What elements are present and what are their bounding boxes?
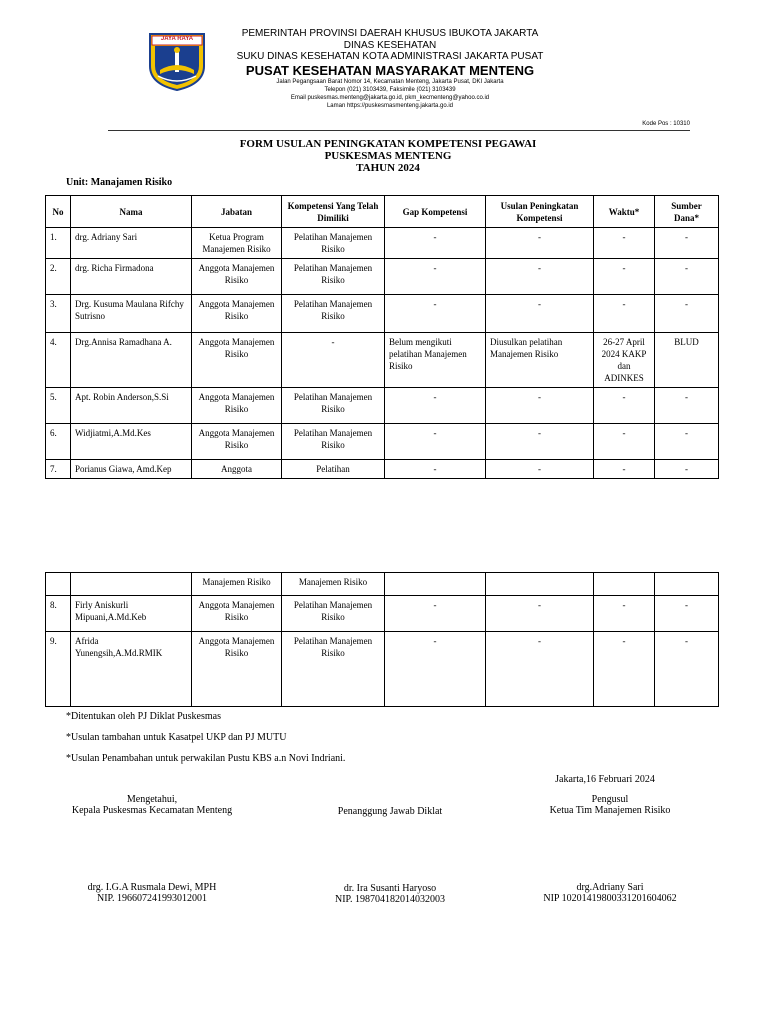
cell-waktu: - [594, 228, 655, 259]
table-row [46, 573, 719, 596]
cell-usulan: - [486, 460, 594, 479]
cell-nama [71, 573, 192, 596]
table-row [46, 460, 719, 479]
letterhead-website: Laman https://puskesmasmenteng.jakarta.go.id [326, 103, 454, 109]
cell-nama: Porianus Giawa, Amd.Kep [71, 460, 192, 479]
letterhead-email: Email puskesmas.menteng@jakarta.go.id, pkm_kecmenteng@yahoo.co.id [290, 95, 490, 101]
cell-no: 9. [46, 632, 71, 707]
cell-usulan: - [486, 596, 594, 632]
cell-sumber-dana: - [655, 388, 719, 424]
cell-jabatan: Anggota Manajemen Risiko [192, 388, 282, 424]
cell-sumber-dana [655, 573, 719, 596]
unit-label: Unit: Manajamen Risiko [66, 177, 173, 188]
cell-no: 7. [46, 460, 71, 479]
cell-sumber-dana: - [655, 259, 719, 295]
signature-left-nip: NIP. 196607241993012001 [96, 893, 207, 904]
cell-kompetensi: Pelatihan Manajemen Risiko [282, 424, 385, 460]
letterhead-address: Jalan Pegangsaan Barat Nomor 14, Kecamatan Menteng, Jakarta Pusat, DKI Jakarta [276, 79, 504, 85]
cell-sumber-dana: - [655, 632, 719, 707]
form-title [0, 138, 768, 174]
competency-table-page1 [45, 195, 719, 479]
cell-no: 5. [46, 388, 71, 424]
jakarta-crest-logo [146, 30, 208, 92]
table-row [46, 388, 719, 424]
letterhead-org-name: PUSAT KESEHATAN MASYARAKAT MENTENG [245, 63, 535, 78]
header-nama: Nama [71, 196, 192, 228]
signature-left-label1: Mengetahui, [126, 794, 178, 805]
cell-jabatan: Anggota Manajemen Risiko [192, 295, 282, 333]
signature-middle-name: dr. Ira Susanti Haryoso [343, 883, 437, 894]
letterhead-divider [108, 130, 690, 131]
cell-nama: drg. Richa Firmadona [71, 259, 192, 295]
header-gap: Gap Kompetensi [385, 196, 486, 228]
letterhead-line2: DINAS KESEHATAN [343, 40, 437, 51]
cell-waktu: - [594, 460, 655, 479]
cell-no: 4. [46, 333, 71, 388]
signature-middle-label: Penanggung Jawab Diklat [337, 806, 443, 817]
cell-sumber-dana: - [655, 295, 719, 333]
cell-kompetensi: Pelatihan [282, 460, 385, 479]
footnote-1: *Ditentukan oleh PJ Diklat Puskesmas [66, 711, 221, 722]
cell-no: 8. [46, 596, 71, 632]
cell-usulan: - [486, 424, 594, 460]
cell-kompetensi: Pelatihan Manajemen Risiko [282, 388, 385, 424]
cell-sumber-dana: - [655, 424, 719, 460]
cell-kompetensi: Pelatihan Manajemen Risiko [282, 295, 385, 333]
cell-gap: - [385, 460, 486, 479]
cell-no: 1. [46, 228, 71, 259]
cell-kompetensi: Pelatihan Manajemen Risiko [282, 596, 385, 632]
letterhead-phone: Telepon (021) 3103439, Faksimile (021) 3103439 [324, 87, 456, 93]
cell-gap: - [385, 424, 486, 460]
cell-waktu: - [594, 632, 655, 707]
signature-right-label1: Pengusul [591, 794, 629, 805]
signature-right-name: drg.Adriany Sari [576, 882, 644, 893]
signature-left [52, 794, 252, 904]
competency-table-page2 [45, 572, 719, 707]
cell-usulan [486, 573, 594, 596]
cell-usulan: - [486, 388, 594, 424]
date-line: Jakarta,16 Februari 2024 [555, 774, 655, 785]
cell-gap: - [385, 228, 486, 259]
signature-right-label2: Ketua Tim Manajemen Risiko [549, 805, 671, 816]
signature-right [505, 794, 715, 904]
cell-waktu: - [594, 388, 655, 424]
cell-jabatan: Anggota Manajemen Risiko [192, 424, 282, 460]
cell-kompetensi: Pelatihan Manajemen Risiko [282, 228, 385, 259]
table-row [46, 295, 719, 333]
cell-sumber-dana: - [655, 596, 719, 632]
cell-sumber-dana: - [655, 228, 719, 259]
cell-no [46, 573, 71, 596]
cell-kompetensi: Pelatihan Manajemen Risiko [282, 259, 385, 295]
postal-code: Kode Pos : 10310 [642, 121, 690, 127]
signature-right-nip: NIP 10201419800331201604062 [543, 893, 677, 904]
cell-jabatan: Anggota [192, 460, 282, 479]
cell-jabatan: Anggota Manajemen Risiko [192, 632, 282, 707]
cell-gap: - [385, 259, 486, 295]
cell-kompetensi: Pelatihan Manajemen Risiko [282, 632, 385, 707]
cell-waktu: - [594, 295, 655, 333]
cell-kompetensi: Manajemen Risiko [282, 573, 385, 596]
header-usulan: Usulan Peningkatan Kompetensi [486, 196, 594, 228]
cell-waktu: 26-27 April 2024 KAKP dan ADINKES [594, 333, 655, 388]
letterhead [0, 0, 768, 140]
signature-left-name: drg. I.G.A Rusmala Dewi, MPH [87, 882, 217, 893]
header-waktu: Waktu* [594, 196, 655, 228]
footnote-2: *Usulan tambahan untuk Kasatpel UKP dan PJ MUTU [66, 732, 287, 743]
table-row [46, 228, 719, 259]
cell-nama: Drg.Annisa Ramadhana A. [71, 333, 192, 388]
cell-usulan: - [486, 259, 594, 295]
table-row [46, 424, 719, 460]
form-title-line3: TAHUN 2024 [356, 162, 420, 174]
cell-waktu [594, 573, 655, 596]
table-row [46, 333, 719, 388]
cell-gap: Belum mengikuti pelatihan Manajemen Risiko [385, 333, 486, 388]
table-header-row [46, 196, 719, 228]
cell-jabatan: Ketua Program Manajemen Risiko [192, 228, 282, 259]
cell-sumber-dana: - [655, 460, 719, 479]
cell-gap [385, 573, 486, 596]
letterhead-line1: PEMERINTAH PROVINSI DAERAH KHUSUS IBUKOTA JAKARTA [241, 28, 539, 39]
cell-waktu: - [594, 424, 655, 460]
form-title-line1: FORM USULAN PENINGKATAN KOMPETENSI PEGAWAI [239, 138, 537, 150]
cell-no: 2. [46, 259, 71, 295]
cell-usulan: - [486, 295, 594, 333]
cell-jabatan: Anggota Manajemen Risiko [192, 259, 282, 295]
cell-usulan: - [486, 228, 594, 259]
cell-jabatan: Anggota Manajemen Risiko [192, 333, 282, 388]
form-title-line2: PUSKESMAS MENTENG [324, 150, 452, 162]
cell-sumber-dana: BLUD [655, 333, 719, 388]
cell-gap: - [385, 388, 486, 424]
header-no: No [46, 196, 71, 228]
header-sumber-dana: Sumber Dana* [655, 196, 719, 228]
signature-left-label2: Kepala Puskesmas Kecamatan Menteng [71, 805, 233, 816]
letterhead-line3: SUKU DINAS KESEHATAN KOTA ADMINISTRASI JAKARTA PUSAT [236, 51, 544, 62]
table-row [46, 259, 719, 295]
cell-kompetensi: - [282, 333, 385, 388]
header-kompetensi: Kompetensi Yang Telah Dimiliki [282, 196, 385, 228]
footnote-3: *Usulan Penambahan untuk perwakilan Pustu KBS a.n Novi Indriani. [66, 753, 346, 764]
table-row [46, 632, 719, 707]
cell-usulan: Diusulkan pelatihan Manajemen Risiko [486, 333, 594, 388]
cell-nama: Afrida Yunengsih,A.Md.RMIK [71, 632, 192, 707]
cell-jabatan: Anggota Manajemen Risiko [192, 596, 282, 632]
cell-nama: drg. Adriany Sari [71, 228, 192, 259]
cell-waktu: - [594, 596, 655, 632]
cell-gap: - [385, 632, 486, 707]
cell-nama: Drg. Kusuma Maulana Rifchy Sutrisno [71, 295, 192, 333]
cell-nama: Widjiatmi,A.Md.Kes [71, 424, 192, 460]
header-jabatan: Jabatan [192, 196, 282, 228]
cell-jabatan: Manajemen Risiko [192, 573, 282, 596]
cell-nama: Apt. Robin Anderson,S.Si [71, 388, 192, 424]
cell-usulan: - [486, 632, 594, 707]
cell-gap: - [385, 295, 486, 333]
cell-no: 6. [46, 424, 71, 460]
signature-middle-nip: NIP. 198704182014032003 [334, 894, 445, 905]
signature-middle [290, 794, 490, 905]
logo-motto: JAYA RAYA [160, 36, 194, 42]
cell-no: 3. [46, 295, 71, 333]
cell-waktu: - [594, 259, 655, 295]
table-row [46, 596, 719, 632]
cell-nama: Firly Aniskurli Mipuani,A.Md.Keb [71, 596, 192, 632]
cell-gap: - [385, 596, 486, 632]
